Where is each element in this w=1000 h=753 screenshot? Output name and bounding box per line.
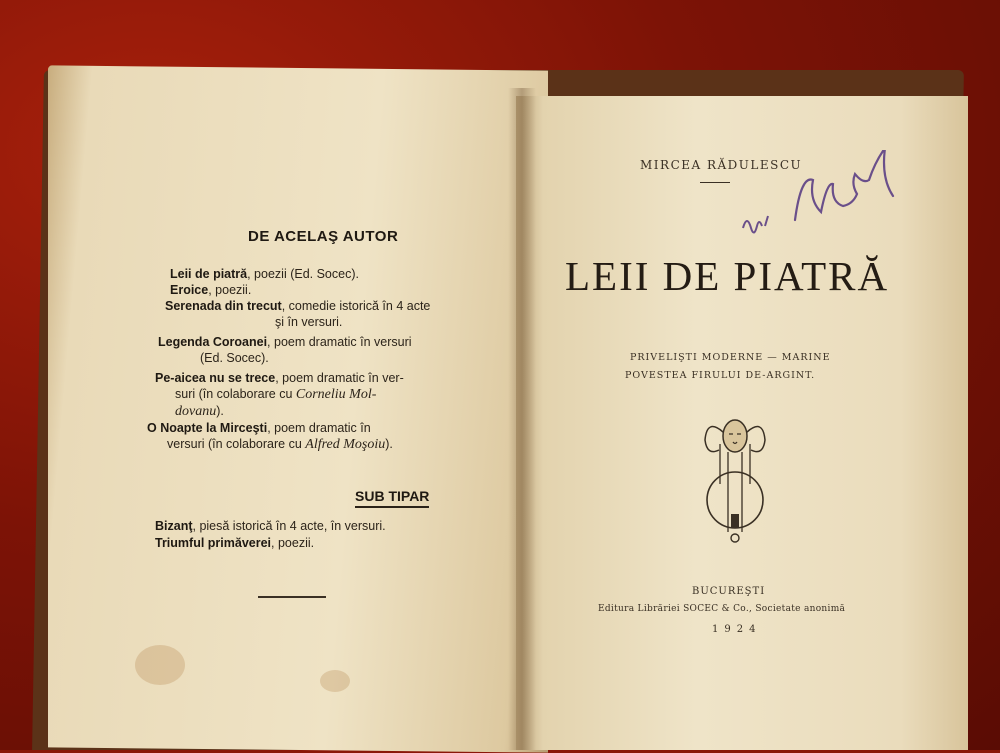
author-name: MIRCEA RĂDULESCU: [640, 158, 803, 172]
page-stain: [135, 645, 185, 685]
work-entry: Eroice, poezii.: [170, 283, 252, 297]
page-stain: [320, 670, 350, 692]
work-entry: O Noapte la Mirceşti, poem dramatic în versuri (în colaborare cu Alfred Moşoiu).: [147, 421, 393, 452]
work-entry: Legenda Coroanei, poem dramatic în versuri (Ed. Socec).: [158, 335, 412, 365]
author-divider: [700, 182, 730, 183]
handwritten-signature: [735, 150, 915, 250]
forthcoming-entry: Triumful primăverei, poezii.: [155, 536, 315, 550]
forthcoming-entry: Bizanţ, piesă istorică în 4 acte, în versuri.: [155, 519, 386, 533]
art-nouveau-ornament-icon: [700, 414, 770, 548]
subtitle-2: POVESTEA FIRULUI DE-ARGINT.: [625, 370, 816, 381]
book-title: LEII DE PIATRĂ: [565, 253, 890, 299]
left-page-divider: [258, 596, 326, 598]
left-page-heading: DE ACELAŞ AUTOR: [248, 228, 399, 245]
publication-year: 1924: [712, 624, 762, 635]
publication-city: BUCUREŞTI: [692, 586, 766, 597]
work-entry: Pe-aicea nu se trece, poem dramatic în ver- suri (în colaborare cu Corneliu Mol- dovanu).: [155, 371, 404, 419]
sub-tipar-heading: SUB TIPAR: [355, 488, 429, 508]
work-entry: Serenada din trecut, comedie istorică în 4 acte şi în versuri.: [165, 299, 431, 329]
book-gutter: [508, 88, 536, 750]
work-entry: Leii de piatră, poezii (Ed. Socec).: [170, 267, 359, 281]
publisher: Editura Librăriei SOCEC & Co., Societate anonimă: [598, 604, 846, 614]
subtitle-1: PRIVELIŞTI MODERNE — MARINE: [630, 352, 831, 363]
